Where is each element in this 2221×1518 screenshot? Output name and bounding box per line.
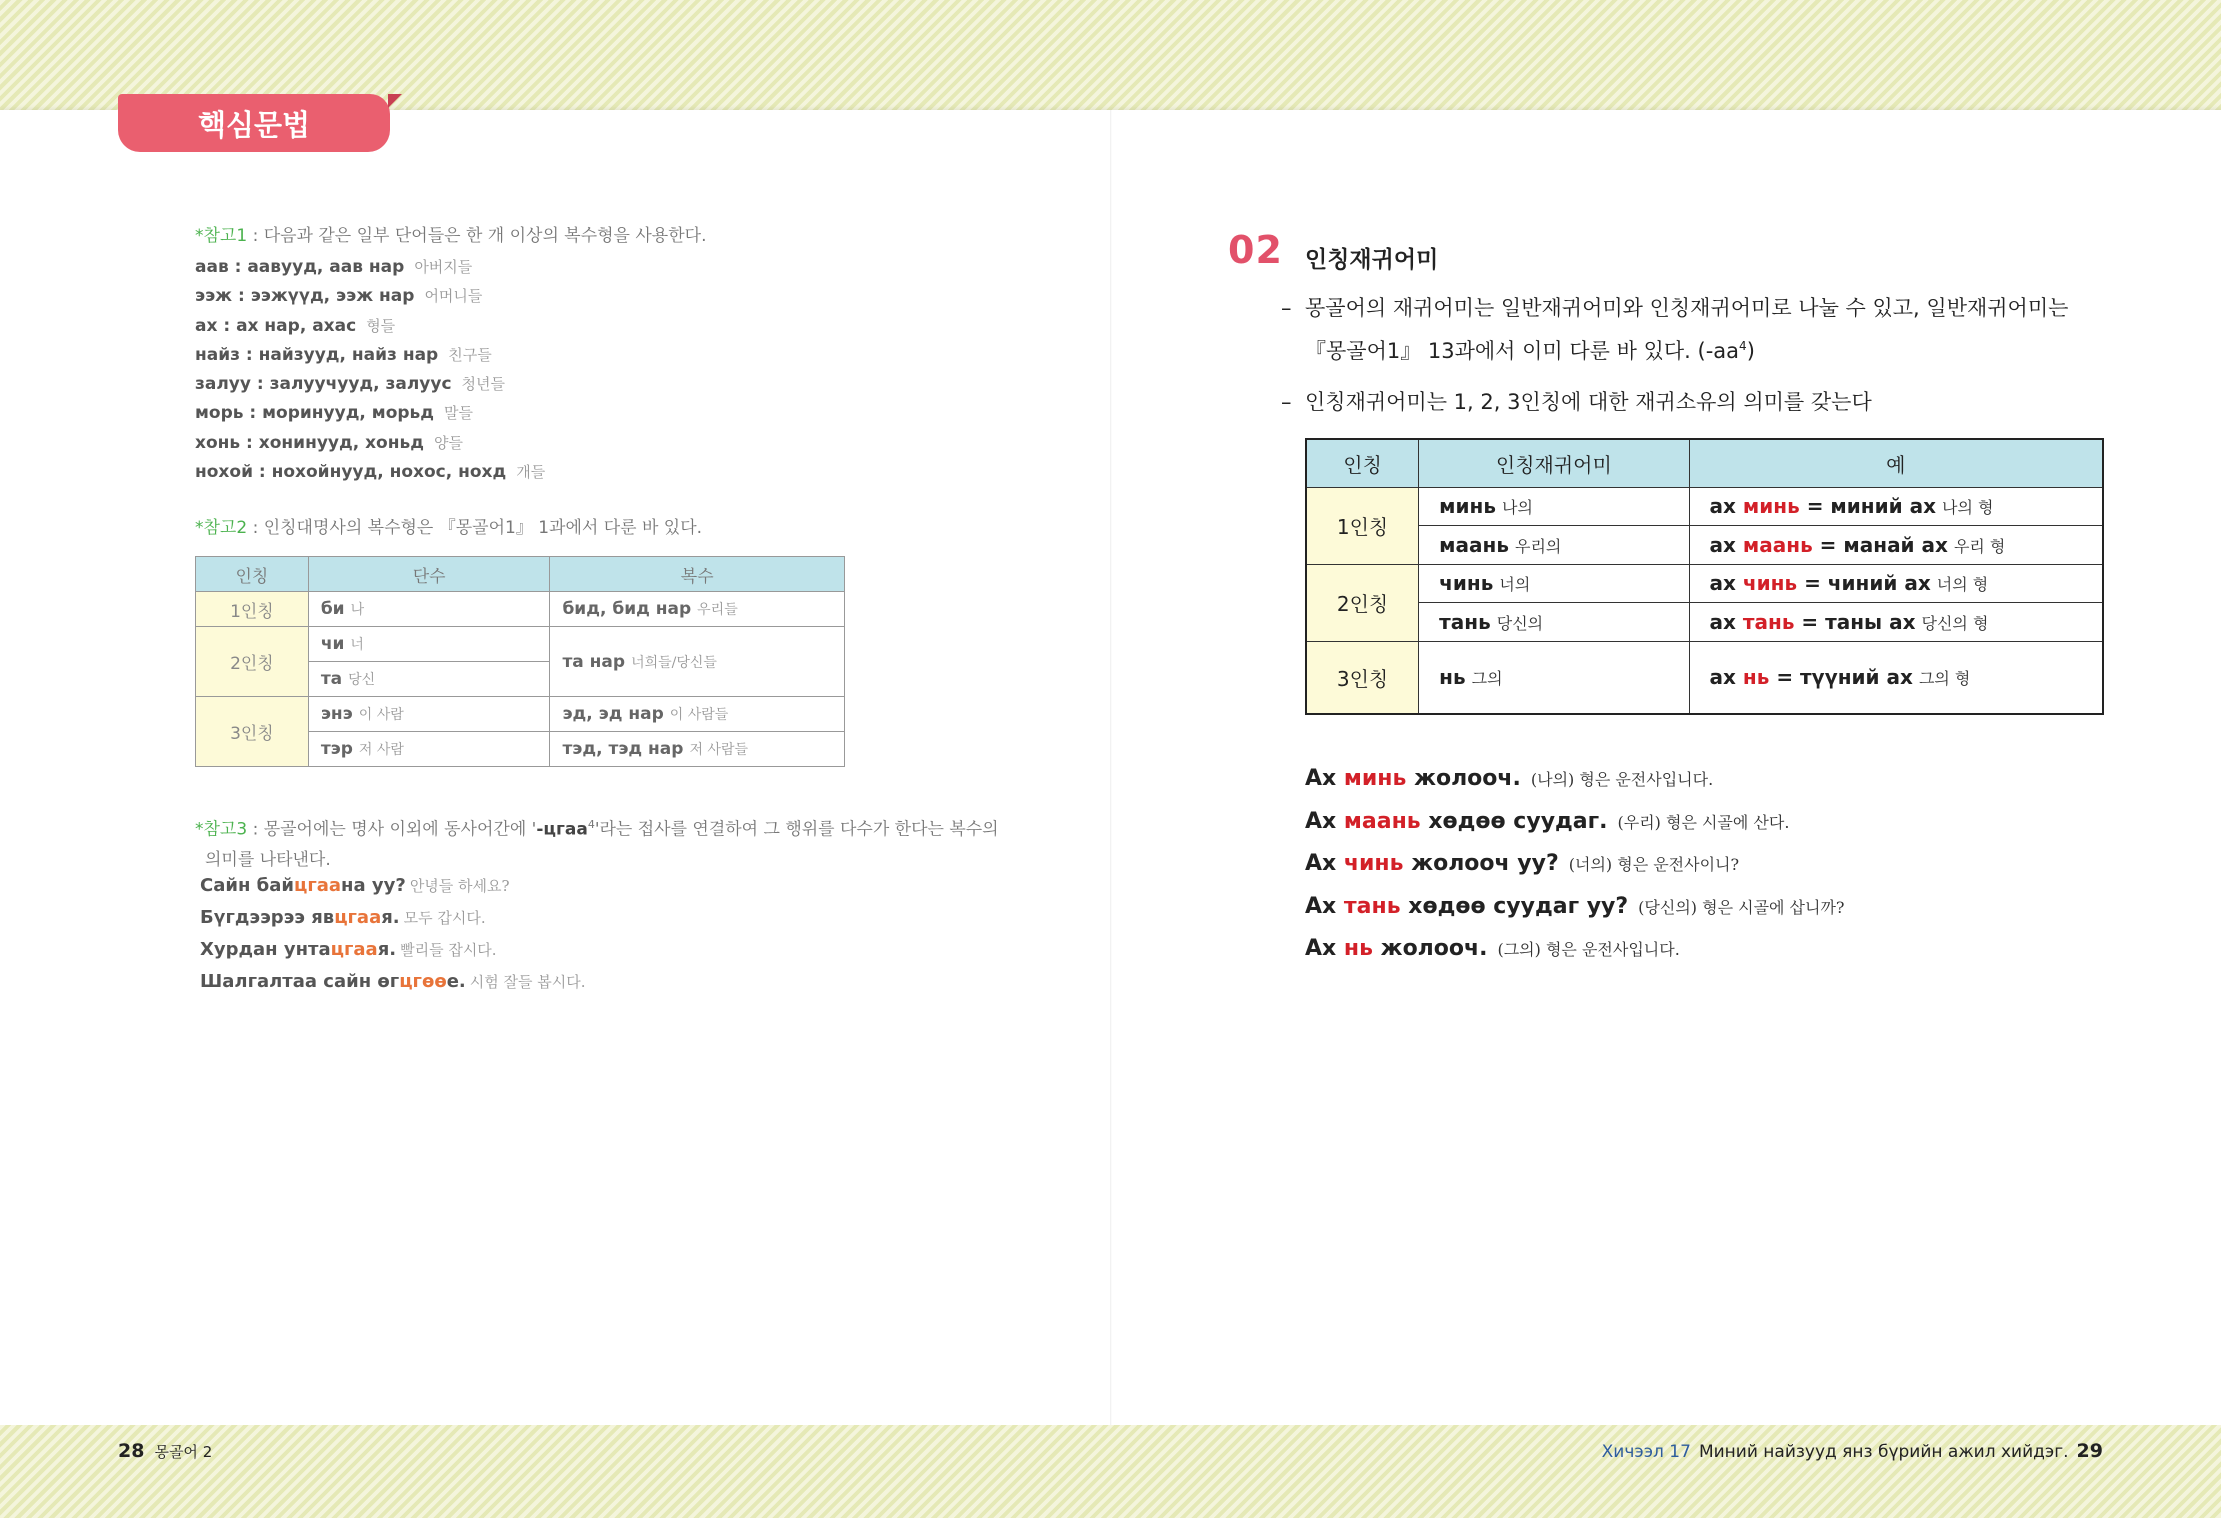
plural-row: найз : найзууд, найз нар 친구들	[195, 344, 492, 365]
section-tab: 핵심문법	[118, 94, 390, 152]
table-row: 2인칭 чи 너 та нар 너희들/당신들	[196, 627, 845, 662]
table-header-row: 인칭 인칭재귀어미 예	[1306, 439, 2103, 487]
plural-row: нохой : нохойнууд, нохос, нохд 개들	[195, 462, 546, 483]
sentence-line: Ах тань хөдөө суудаг уу? (당신의) 형은 시골에 삽니까?	[1305, 893, 1845, 919]
note-2-tag: *참고2	[195, 518, 248, 538]
example-sentences	[1305, 758, 1845, 971]
pronoun-table	[195, 556, 845, 767]
page-number-right: 29	[2076, 1440, 2103, 1462]
plural-list	[195, 253, 545, 487]
lesson-label: Хичээл 17	[1601, 1442, 1691, 1462]
note-1	[195, 224, 706, 248]
bullet-2: – 인칭재귀어미는 1, 2, 3인칭에 대한 재귀소유의 의미를 갖는다	[1281, 390, 1872, 414]
example-line: Шалгалтаа сайн өгцгөөе. 시험 잘들 봅시다.	[200, 971, 586, 992]
book-spine	[1110, 110, 1112, 1425]
section-number: 02	[1228, 228, 1283, 272]
example-line: Бүгдээрээ явцгаая. 모두 갑시다.	[200, 907, 486, 928]
table-row: 3인칭 энэ 이 사람 эд, эд нар 이 사람들	[196, 697, 845, 732]
plural-row: залуу : залуучууд, залуус 청년들	[195, 374, 506, 395]
plural-row: ээж : ээжүүд, ээж нар 어머니들	[195, 286, 483, 307]
section-title: 인칭재귀어미	[1305, 247, 1439, 273]
plural-row: аав : аавууд, аав нар 아버지들	[195, 257, 473, 277]
note-2	[195, 516, 702, 540]
plural-row: ах : ах нар, ахас 형들	[195, 315, 396, 336]
footer-left	[118, 1440, 212, 1462]
table-row: 3인칭 нь 그의 ах нь = түүний ах 그의 형	[1306, 641, 2103, 714]
lesson-title: Миний найзууд янз бүрийн ажил хийдэг.	[1698, 1442, 2069, 1462]
page-number-left: 28	[118, 1440, 145, 1462]
table-row: 1인칭 минь 나의 ах минь = миний ах 나의 형	[1306, 487, 2103, 526]
table-row: 1인칭 би 나 бид, бид нар 우리들	[196, 592, 845, 627]
note-3-tag: *참고3	[195, 819, 248, 840]
header-plural: 복수	[550, 557, 845, 592]
bottom-stripe-band	[0, 1425, 2221, 1518]
note-3: *참고3 : 몽골어에는 명사 이외에 동사어간에 '-цгаа$^4$'라는 접사를 연결하여 그 행위를 다수가 한다는 복수의 의미를 나타낸다.	[195, 818, 999, 870]
footer-right	[1602, 1440, 2103, 1462]
sentence-line: Ах чинь жолооч уу? (너의) 형은 운전사이니?	[1305, 851, 1740, 877]
bullet-1: – 몽골어의 재귀어미는 일반재귀어미와 인칭재귀어미로 나눌 수 있고, 일반재귀어미는 『몽골어1』 13과에서 이미 다룬 바 있다. $(-аа^4)$	[1281, 296, 2069, 363]
plural-verb-examples	[200, 870, 585, 998]
table-row: маань 우리의 ах маань = манай ах 우리 형	[1306, 526, 2103, 565]
book-title: 몽골어 2	[154, 1443, 213, 1461]
table-row: тэр 저 사람 тэд, тэд нар 저 사람들	[196, 732, 845, 767]
section-tab-fold	[388, 94, 402, 108]
sentence-line: Ах нь жолооч. (그의) 형은 운전사입니다.	[1305, 936, 1680, 962]
note-1-text: : 다음과 같은 일부 단어들은 한 개 이상의 복수형을 사용한다.	[247, 226, 707, 246]
table-header-row	[196, 557, 845, 592]
table-row: 2인칭 чинь 너의 ах чинь = чиний ах 너의 형	[1306, 564, 2103, 603]
note-2-text: : 인칭대명사의 복수형은 『몽골어1』 1과에서 다룬 바 있다.	[247, 518, 703, 538]
sentence-line: Ах минь жолооч. (나의) 형은 운전사입니다.	[1305, 766, 1714, 791]
table-row: тань 당신의 ах тань = таны ах 당신의 형	[1306, 603, 2103, 642]
plural-row: морь : моринууд, морьд 말들	[195, 403, 474, 424]
header-person: 인칭	[196, 557, 309, 592]
example-line: Сайн байцгаана уу? 안녕들 하세요?	[200, 875, 510, 896]
sentence-line: Ах маань хөдөө суудаг. (우리) 형은 시골에 산다.	[1305, 808, 1790, 834]
header-singular: 단수	[308, 557, 550, 592]
reflexive-suffix-table	[1305, 438, 2104, 715]
table-row: та 당신	[196, 662, 845, 697]
example-line: Хурдан унтацгаая. 빨리들 잡시다.	[200, 939, 497, 960]
plural-row: хонь : хонинууд, хоньд 양들	[195, 432, 463, 453]
note-1-tag: *참고1	[195, 226, 248, 246]
